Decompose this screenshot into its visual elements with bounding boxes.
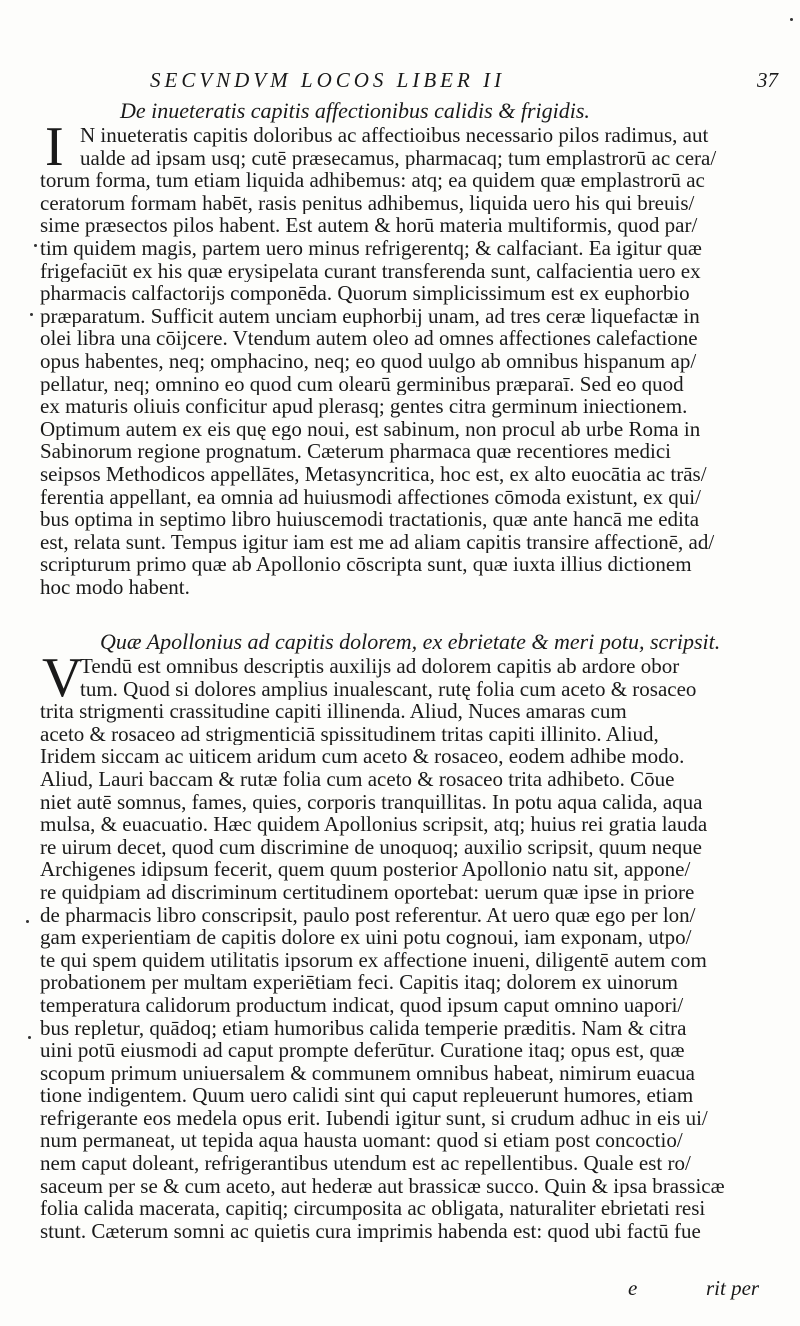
text-line: ferentia appellant, ea omnia ad huiusmodi affectiones cōmoda existunt, ex qui/ <box>40 485 701 509</box>
text-line: tum. Quod si dolores amplius inualescant, rutę folia cum aceto & rosaceo <box>80 677 697 701</box>
signature-mark: e <box>628 1276 638 1300</box>
text-line: tim quidem magis, partem uero minus refrigerentq; & calfaciant. Ea igitur quæ <box>40 236 702 260</box>
running-title: SECVNDVM LOCOS LIBER II <box>150 68 506 92</box>
text-line: Sabinorum regione prognatum. Cæterum pharmaca quæ recentiores medici <box>40 440 671 463</box>
drop-capital-1: I <box>45 116 64 178</box>
text-line: ceratorum formam habēt, rasis penitus adhibemus, liquida uero his qui breuis/ <box>40 191 695 215</box>
ink-speck <box>30 313 33 316</box>
text-line: opus habentes, neq; omphacino, neq; eo quod uulgo ab omnibus hispanum ap/ <box>40 349 697 373</box>
text-line: mulsa, & euacuatio. Hæc quidem Apollonius scripsit, atq; huius rei gratia lauda <box>40 813 708 836</box>
text-line: Archigenes idipsum fecerit, quem quum posterior Apollonio natu sit, appone/ <box>40 858 691 881</box>
text-line: olei libra una cōijcere. Vtendum autem oleo ad omnes affectiones calefactione <box>40 327 698 350</box>
text-line: temperatura calidorum productum indicat, quod ipsum caput omnino uapori/ <box>40 993 684 1017</box>
text-line: scopum primum uniuersalem & communem omnibus habeat, nimirum euacua <box>40 1061 695 1085</box>
text-line: Aliud, Lauri baccam & rutæ folia cum aceto & rosaceo trita adhibeto. Cōue <box>40 767 675 791</box>
text-line: folia calida macerata, capitiq; circumposita ac obligata, naturaliter ebrietati resi <box>40 1197 706 1220</box>
text-line: probationem per multam experiētiam feci. Capitis itaq; dolorem ex uinorum <box>40 971 678 994</box>
text-line: bus optima in septimo libro huiuscemodi tractationis, quæ ante hancā me edita <box>40 508 700 531</box>
text-line: N inueteratis capitis doloribus ac affectioibus necessario pilos radimus, aut <box>80 124 709 147</box>
running-head <box>0 68 800 96</box>
text-line: seipsos Methodicos appellātes, Metasyncritica, hoc est, ex alto euocātia ac trās/ <box>40 462 707 486</box>
section-body-2 <box>40 647 770 1243</box>
text-line: nem caput doleant, refrigerantibus utendum est ac repellentibus. Quale est ro/ <box>40 1152 691 1175</box>
text-line: tione indigentem. Quum uero calidi sint qui caput repleuerunt humores, etiam <box>40 1084 694 1107</box>
page-number: 37 <box>757 68 778 92</box>
text-line: stunt. Cæterum somni ac quietis cura imprimis habenda est: quod ubi factū fue <box>40 1219 701 1243</box>
section-body-1 <box>40 116 770 599</box>
text-line: bus repletur, quādoq; etiam humoribus calida temperie præditis. Nam & citra <box>40 1016 687 1040</box>
text-line: ex maturis oliuis conficitur apud plerasq; gentes citra germinum iniectionem. <box>40 395 688 418</box>
text-line: sime præsectos pilos habent. Est autem & horū materia multiformis, quod par/ <box>40 214 698 237</box>
text-line: Iridem siccam ac uiticem aridum cum aceto & rosaceo, eodem adhibe modo. <box>40 745 685 768</box>
text-line: præparatum. Sufficit autem unciam euphorbij unam, ad tres ceræ liquefactæ in <box>40 304 700 328</box>
text-line: niet autē somnus, fames, quies, corporis tranquillitas. In potu aqua calida, aqua <box>40 790 703 814</box>
text-line: hoc modo habent. <box>40 575 190 599</box>
text-line: trita strigmenti crassitudine capiti illinenda. Aliud, Nuces amaras cum <box>40 700 627 723</box>
text-line: gam experientiam de capitis dolore ex uini potu cognoui, iam exponam, utpo/ <box>40 926 692 949</box>
text-line: torum forma, tum etiam liquida adhibemus: atq; ea quidem quæ emplastrorū ac <box>40 169 705 192</box>
ink-speck <box>34 244 37 247</box>
section-heading-2: Quæ Apollonius ad capitis dolorem, ex ebrietate & meri potu, scripsit. <box>100 629 721 654</box>
text-line: pellatur, neq; omnino eo quod cum olearū germinibus præparaī. Sed eo quod <box>40 372 684 396</box>
text-line: saceum per se & cum aceto, aut hederæ aut brassicæ succo. Quin & ipsa brassicæ <box>40 1174 725 1198</box>
text-line: re quidpiam ad discriminum certitudinem oportebat: uerum quæ ipse in priore <box>40 880 695 904</box>
text-line: est, relata sunt. Tempus igitur iam est me ad aliam capitis transire affectionē, ad/ <box>40 530 715 554</box>
text-line: re uirum decet, quod cum discrimine de unoquoq; auxilio scripsit, quum neque <box>40 835 702 859</box>
catchword: rit per <box>706 1276 760 1300</box>
text-line: Tendū est omnibus descriptis auxilijs ad dolorem capitis ab ardore obor <box>80 655 680 678</box>
text-line: frigefaciūt ex his quæ erysipelata curant transferenda sunt, calfacientia uero ex <box>40 259 701 283</box>
text-line: de pharmacis libro conscripsit, paulo post referentur. At uero quæ ego per lon/ <box>40 903 696 927</box>
text-line: uini potū eiusmodi ad caput prompte deferūtur. Curatione itaq; opus est, quæ <box>40 1039 685 1062</box>
section-heading-1: De inueteratis capitis affectionibus calidis & frigidis. <box>120 98 590 123</box>
text-line: pharmacis calfactorijs componēda. Quorum simplicissimum est ex euphorbio <box>40 282 690 305</box>
text-line: te qui spem quidem utilitatis ipsorum ex affectione inueni, diligentē autem com <box>40 948 707 972</box>
ink-speck <box>790 18 793 21</box>
text-line: Optimum autem ex eis quę ego noui, est sabinum, non procul ab urbe Roma in <box>40 417 701 441</box>
drop-capital-2: V <box>42 647 83 709</box>
text-line: aceto & rosaceo ad strigmenticiā spissitudinem tritas capiti illinito. Aliud, <box>40 722 659 746</box>
text-line: refrigerante eos medela opus erit. Iubendi igitur sunt, si crudum adhuc in eis ui/ <box>40 1106 708 1130</box>
ink-speck <box>28 1036 31 1039</box>
ink-speck <box>26 920 29 923</box>
text-line: num permaneat, ut tepida aqua hausta uomant: quod si etiam post concoctio/ <box>40 1129 683 1153</box>
text-line: scripturum primo quæ ab Apollonio cōscripta sunt, quæ iuxta illius dictionem <box>40 553 692 576</box>
text-line: ualde ad ipsam usq; cutē præsecamus, pharmacaq; tum emplastrorū ac cera/ <box>80 146 717 170</box>
